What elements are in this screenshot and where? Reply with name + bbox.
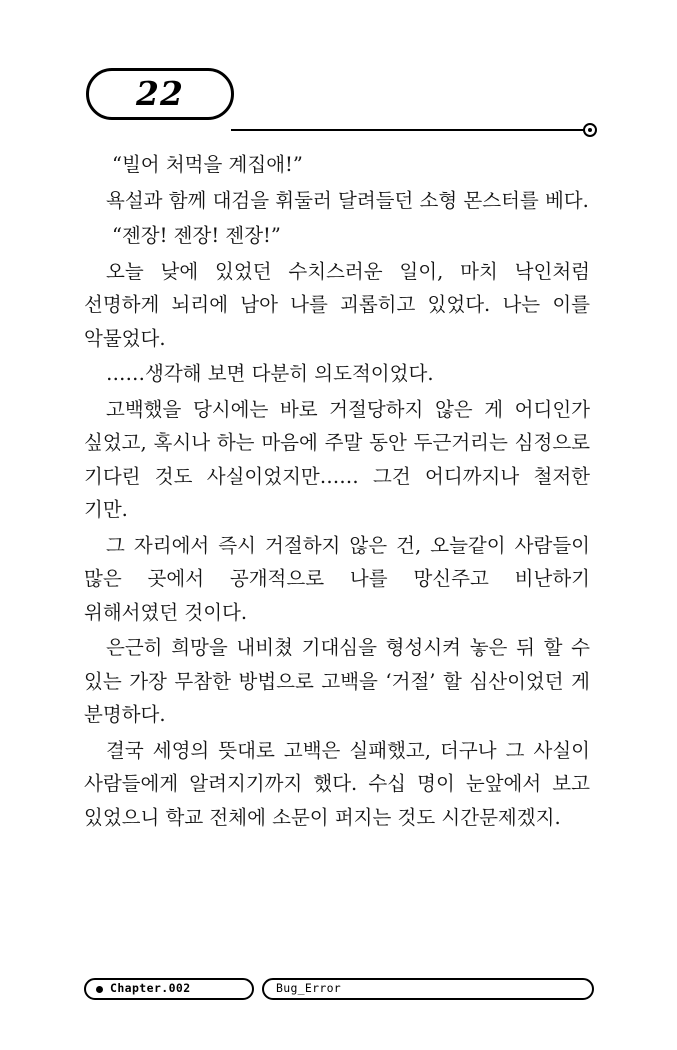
footer-title-label: Bug_Error: [276, 981, 342, 996]
chapter-rule-line: [231, 129, 589, 131]
chapter-end-dot-icon: [583, 123, 597, 137]
bullet-dot-icon: [96, 986, 103, 993]
body-text: [84, 148, 590, 836]
footer-chapter-label: Chapter.002: [110, 981, 191, 996]
paragraph: 결국 세영의 뜻대로 고백은 실패했고, 더구나 그 사실이 사람들에게 알려지기까지 했다. 수십 명이 눈앞에서 보고 있었으니 학교 전체에 소문이 퍼지는 것도 시간문제겠지.: [84, 738, 590, 829]
page-footer: [0, 978, 677, 1008]
paragraph: “젠장! 젠장! 젠장!”: [112, 224, 281, 247]
paragraph: 고백했을 당시에는 바로 거절당하지 않은 게 어디인가 싶었고, 혹시나 하는 마음에 주말 동안 두근거리는 심정으로 기다린 것도 사실이었지만…… 그건 어디까지나 철저한 기만.: [84, 397, 590, 521]
paragraph: 오늘 낮에 있었던 수치스러운 일이, 마치 낙인처럼 선명하게 뇌리에 남아 나를 괴롭히고 있었다. 나는 이를 악물었다.: [84, 259, 590, 350]
paragraph: ……생각해 보면 다분히 의도적이었다.: [106, 362, 434, 385]
chapter-header: [0, 68, 677, 140]
footer-chapter-tag: [84, 978, 254, 1000]
paragraph: “빌어 처먹을 계집애!”: [112, 153, 303, 176]
paragraph: 은근히 희망을 내비쳤 기대심을 형성시켜 놓은 뒤 할 수 있는 가장 무참한 방법으로 고백을 ‘거절’ 할 심산이었던 게 분명하다.: [84, 636, 590, 726]
chapter-number: 22: [136, 73, 184, 113]
chapter-number-badge: [86, 68, 234, 120]
paragraph: 그 자리에서 즉시 거절하지 않은 건, 오늘같이 사람들이 많은 곳에서 공개적으로 나를 망신주고 비난하기 위해서였던 것이다.: [84, 533, 590, 624]
paragraph: 욕설과 함께 대검을 휘둘러 달려들던 소형 몬스터를 베다.: [106, 188, 589, 212]
footer-title-tag: [262, 978, 594, 1000]
